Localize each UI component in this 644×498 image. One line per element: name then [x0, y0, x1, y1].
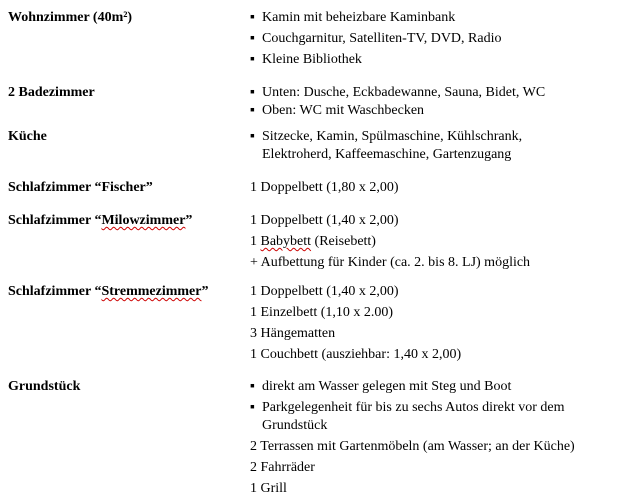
room-label [8, 212, 243, 230]
list-item [250, 378, 640, 396]
list-item-text-continued: Grundstück [262, 418, 328, 433]
list-item: 1 Einzelbett (1,10 x 2.00) [250, 305, 394, 320]
list-item [250, 51, 640, 69]
list-item: 1 Doppelbett (1,40 x 2,00) [250, 213, 399, 228]
room-details [250, 84, 640, 120]
room-label: Küche [8, 129, 47, 144]
list-item [250, 30, 640, 48]
list-item-text: Kleine Bibliothek [262, 52, 362, 67]
bullet-icon: ▪ [250, 10, 255, 25]
list-item [250, 84, 640, 102]
list-item: 3 Hängematten [250, 326, 336, 341]
list-item-text: Oben: WC mit Waschbecken [262, 103, 425, 118]
label-suffix: ” [201, 284, 209, 299]
bullet-icon: ▪ [250, 129, 255, 144]
list-item-text: Sitzecke, Kamin, Spülmaschine, Kühlschrank, [262, 129, 523, 144]
bullet-icon: ▪ [250, 379, 255, 394]
list-item: + Aufbettung für Kinder (ca. 2. bis 8. LJ) möglich [250, 255, 531, 270]
label-prefix: Schlafzimmer “ [8, 213, 102, 228]
label-suffix: ” [185, 213, 193, 228]
room-label: Schlafzimmer “Fischer” [8, 180, 153, 195]
label-prefix: Schlafzimmer “ [8, 284, 102, 299]
list-item [250, 102, 640, 120]
room-details [250, 179, 640, 197]
room-label: 2 Badezimmer [8, 85, 95, 100]
room-details [250, 128, 640, 164]
list-item [250, 233, 640, 251]
room-label [8, 283, 243, 301]
list-item-text: Couchgarnitur, Satelliten-TV, DVD, Radio [262, 31, 502, 46]
list-item-text-continued: Elektroherd, Kaffeemaschine, Gartenzugang [262, 147, 512, 162]
spellcheck-word: Babybett [260, 234, 312, 249]
list-item-suffix: (Reisebett) [311, 234, 376, 249]
room-details [250, 212, 640, 272]
list-item [250, 128, 640, 164]
list-item-text: Parkgelegenheit für bis zu sechs Autos direkt vor dem [262, 400, 565, 415]
room-label: Wohnzimmer (40m²) [8, 10, 133, 25]
spellcheck-word: Stremmezimmer [101, 284, 202, 299]
list-item [250, 9, 640, 27]
spellcheck-word: Milowzimmer [101, 213, 186, 228]
bullet-icon: ▪ [250, 400, 255, 415]
bullet-icon: ▪ [250, 31, 255, 46]
list-item-prefix: 1 [250, 234, 261, 249]
list-item: 2 Fahrräder [250, 460, 315, 475]
room-details [250, 283, 640, 364]
list-item: 1 Doppelbett (1,80 x 2,00) [250, 180, 399, 195]
bullet-icon: ▪ [250, 52, 255, 67]
list-item-text: Kamin mit beheizbare Kaminbank [262, 10, 456, 25]
room-details [250, 9, 640, 69]
list-item: 2 Terrassen mit Gartenmöbeln (am Wasser; an der Küche) [250, 439, 575, 454]
list-item: 1 Grill [250, 481, 287, 496]
list-item: 1 Doppelbett (1,40 x 2,00) [250, 284, 399, 299]
room-details [250, 378, 640, 498]
list-item [250, 399, 640, 435]
room-label: Grundstück [8, 379, 81, 394]
bullet-icon: ▪ [250, 103, 255, 118]
list-item-text: direkt am Wasser gelegen mit Steg und Boot [262, 379, 512, 394]
bullet-icon: ▪ [250, 85, 255, 100]
list-item: 1 Couchbett (ausziehbar: 1,40 x 2,00) [250, 347, 462, 362]
list-item-text: Unten: Dusche, Eckbadewanne, Sauna, Bidet, WC [262, 85, 546, 100]
